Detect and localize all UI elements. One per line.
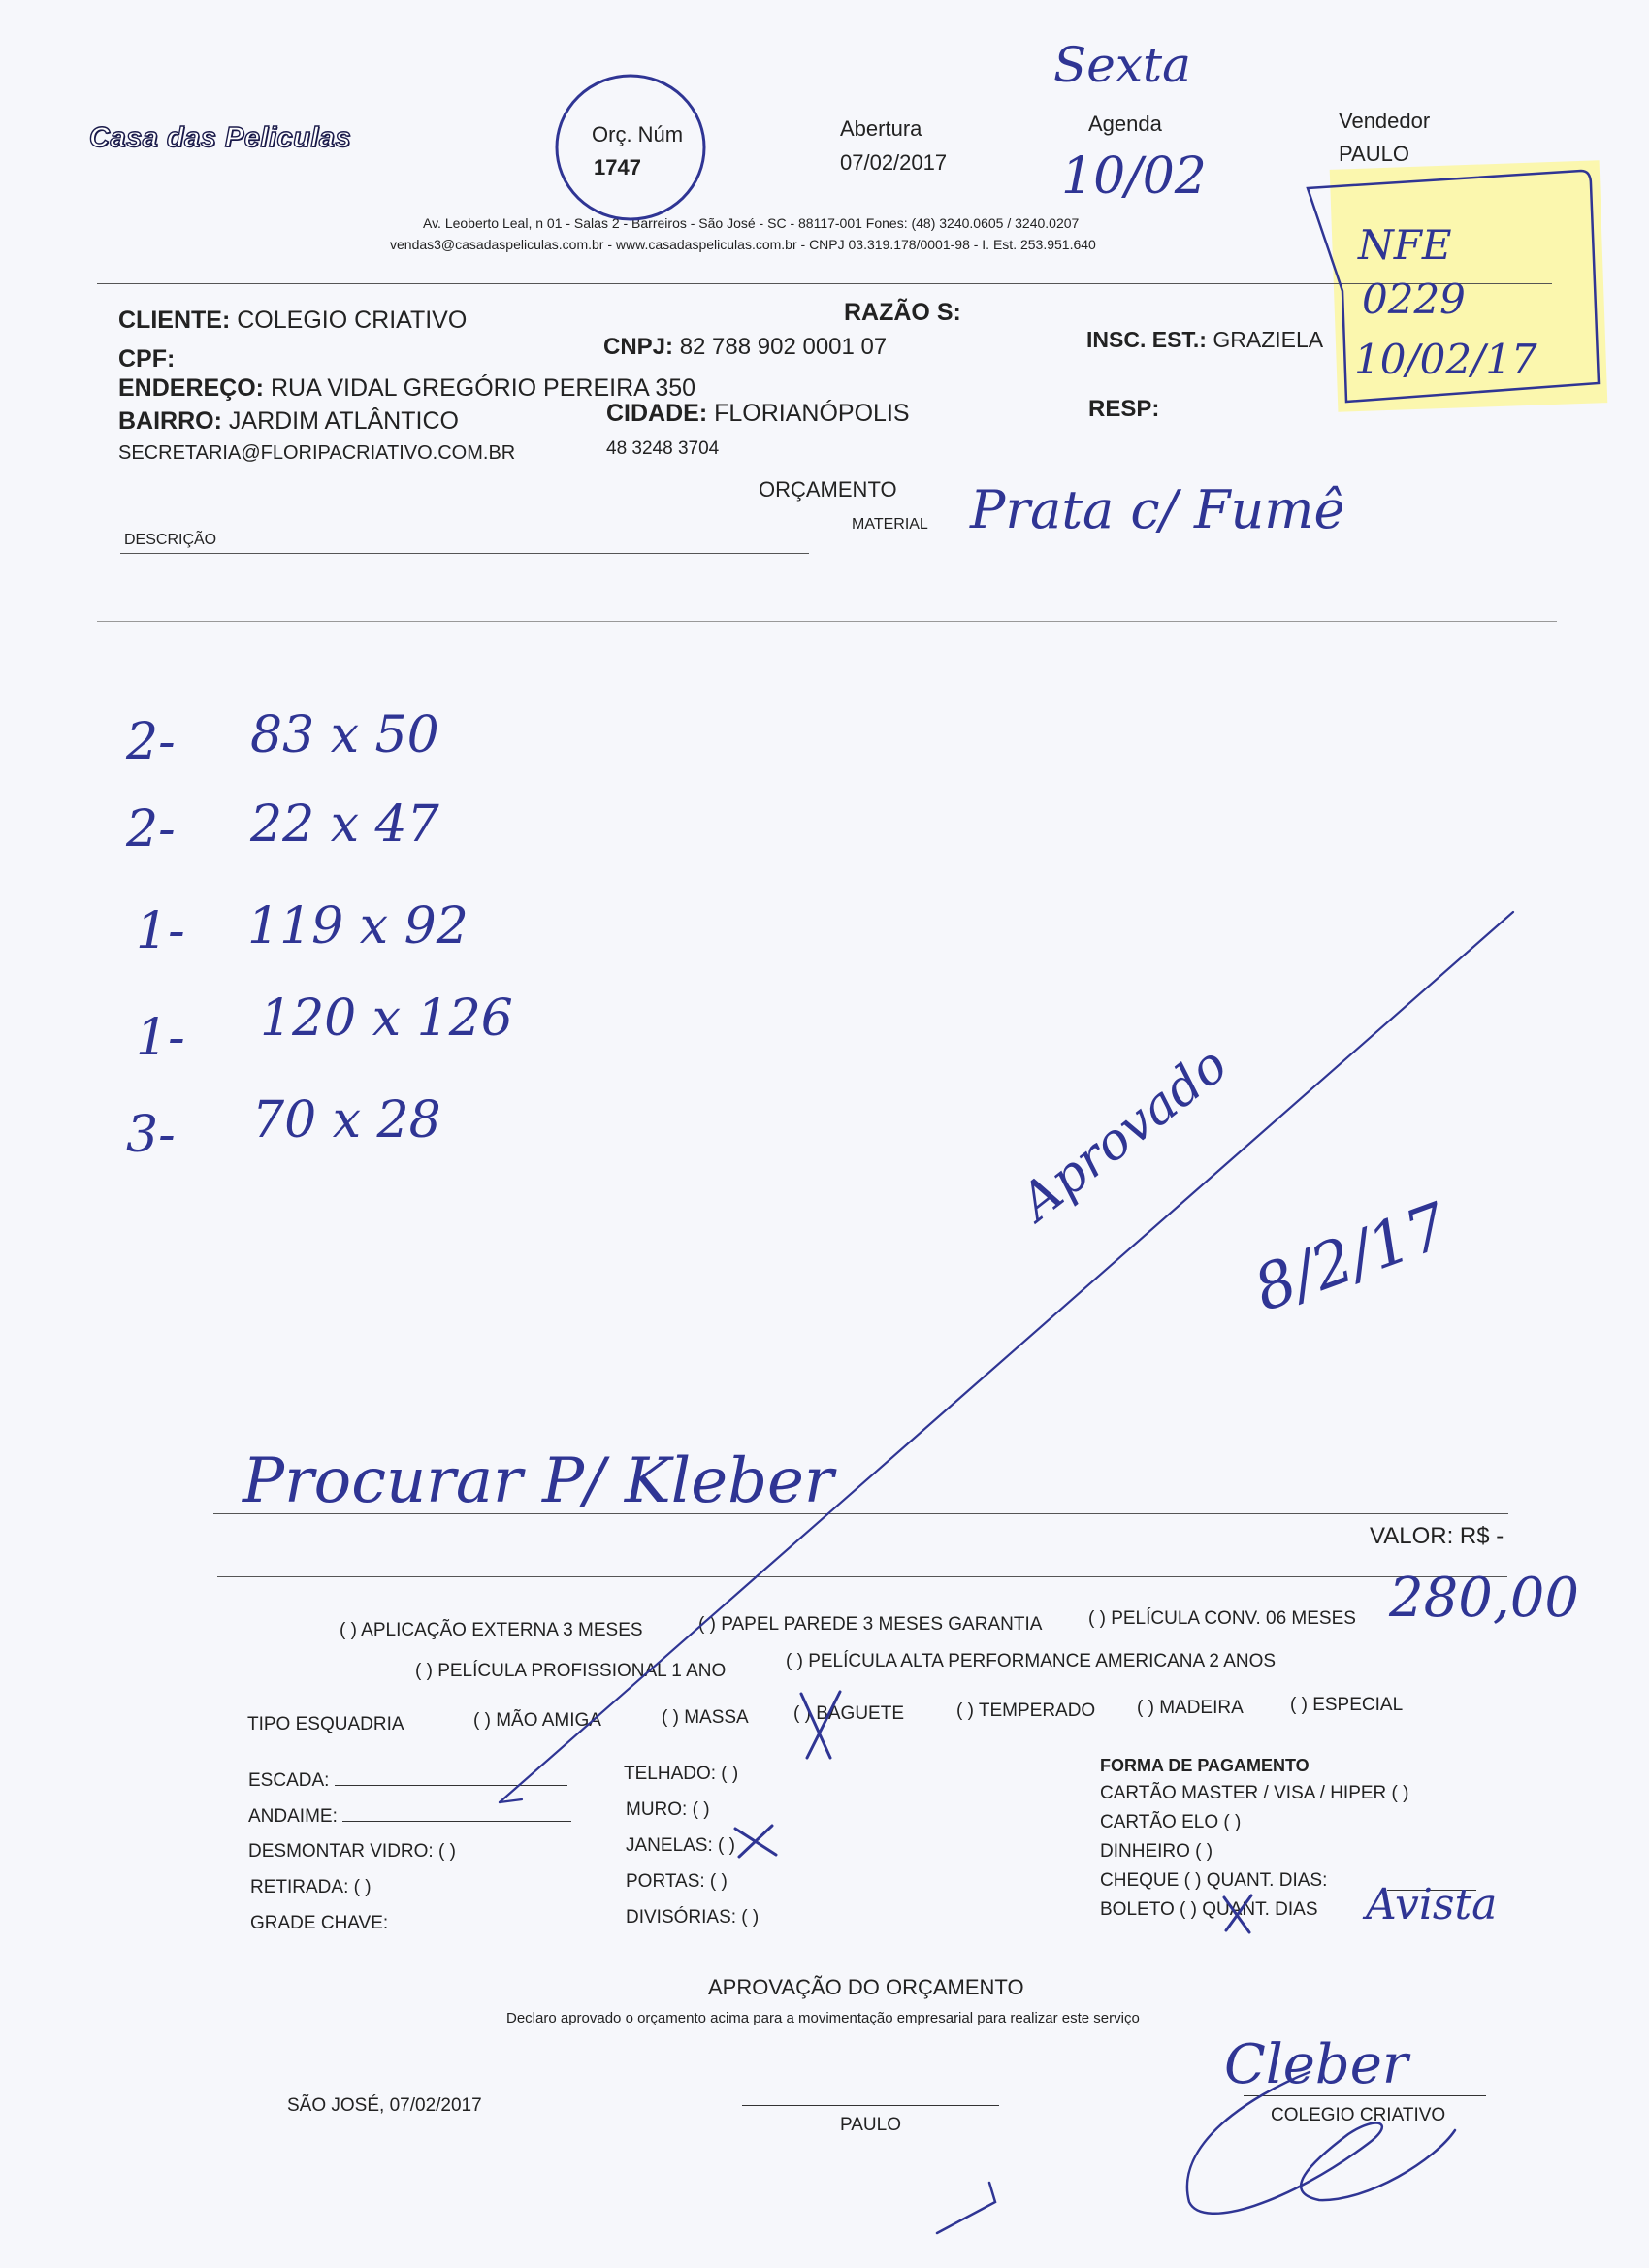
- orc-num-value: 1747: [594, 155, 641, 179]
- valor-label: VALOR: R$ -: [1370, 1523, 1504, 1549]
- insc-label: INSC. EST.:: [1086, 327, 1207, 352]
- bottom-mark: [937, 2183, 995, 2233]
- cidade-label: CIDADE:: [606, 400, 708, 427]
- option-pelicula-profissional[interactable]: ( ) PELÍCULA PROFISSIONAL 1 ANO: [415, 1661, 727, 1681]
- client-email: SECRETARIA@FLORIPACRIATIVO.COM.BR: [118, 442, 516, 464]
- cliente-value: COLEGIO CRIATIVO: [237, 307, 468, 334]
- material-hw: Prata c/ Fumê: [970, 479, 1345, 540]
- item-qty-3: 1-: [136, 902, 185, 960]
- cpf-label: CPF:: [118, 345, 176, 373]
- client-sign-name: COLEGIO CRIATIVO: [1271, 2105, 1446, 2125]
- insc-value: GRAZIELA: [1212, 327, 1324, 352]
- orc-circle: [557, 76, 704, 219]
- pagamento-elo[interactable]: CARTÃO ELO ( ): [1100, 1812, 1242, 1832]
- item-size-5: 70 x 28: [252, 1091, 441, 1150]
- sticky-box: [1308, 171, 1599, 402]
- abertura-value: 07/02/2017: [840, 150, 948, 175]
- sticky-line-1: NFE: [1358, 221, 1452, 269]
- option-mao-amiga[interactable]: ( ) MÃO AMIGA: [473, 1710, 601, 1731]
- option-papel-parede[interactable]: ( ) PAPEL PAREDE 3 MESES GARANTIA: [698, 1614, 1043, 1635]
- item-qty-5: 3-: [126, 1106, 176, 1164]
- option-especial[interactable]: ( ) ESPECIAL: [1290, 1695, 1404, 1715]
- option-aplicacao-externa[interactable]: ( ) APLICAÇÃO EXTERNA 3 MESES: [340, 1620, 643, 1640]
- endereco-label: ENDEREÇO:: [118, 374, 265, 402]
- address-line-1: Av. Leoberto Leal, n 01 - Salas 2 - Barreiros - São José - SC - 88117-001 Fones: (48) 3240.0605 / 3240.0207: [423, 215, 1080, 231]
- divisorias[interactable]: DIVISÓRIAS: ( ): [626, 1907, 760, 1928]
- approval-hw-line-2: 8/2/17: [1245, 1190, 1458, 1326]
- seller-sign-name: PAULO: [840, 2115, 902, 2135]
- place-date: SÃO JOSÉ, 07/02/2017: [287, 2095, 482, 2116]
- item-size-3: 119 x 92: [247, 897, 469, 956]
- approval-hw-line-1: Aprovado: [1010, 1035, 1239, 1232]
- tipo-esquadria-label: TIPO ESQUADRIA: [247, 1714, 404, 1734]
- pagamento-title: FORMA DE PAGAMENTO: [1100, 1756, 1310, 1775]
- item-size-4: 120 x 126: [260, 989, 513, 1048]
- note-hw: Procurar P/ Kleber: [242, 1445, 834, 1517]
- pagamento-cheque[interactable]: CHEQUE ( ) QUANT. DIAS:: [1100, 1870, 1328, 1891]
- aprovacao-title: APROVAÇÃO DO ORÇAMENTO: [708, 1975, 1024, 1999]
- diagonal-cancel-line: [500, 912, 1513, 1802]
- andaime-label: ANDAIME:: [248, 1806, 338, 1827]
- sticky-line-3: 10/02/17: [1354, 336, 1537, 383]
- janelas-x: [735, 1826, 776, 1857]
- baguete-x: [801, 1692, 840, 1758]
- janelas[interactable]: JANELAS: ( ): [626, 1835, 735, 1856]
- escada-label: ESCADA:: [248, 1770, 330, 1791]
- resp-label: RESP:: [1088, 396, 1160, 422]
- sticky-line-2: 0229: [1362, 275, 1466, 323]
- bairro-value: JARDIM ATLÂNTICO: [228, 407, 459, 435]
- retirada[interactable]: RETIRADA: ( ): [250, 1877, 372, 1897]
- aprovacao-declaration: Declaro aprovado o orçamento acima para a movimentação empresarial para realizar este serviço: [506, 2010, 1140, 2026]
- bairro-label: BAIRRO:: [118, 407, 222, 435]
- orcamento-title: ORÇAMENTO: [759, 477, 897, 502]
- agenda-hw-date: 10/02: [1061, 147, 1207, 206]
- orc-num-label: Orç. Núm: [592, 122, 684, 146]
- client-phone: 48 3248 3704: [606, 438, 720, 459]
- pagamento-master[interactable]: CARTÃO MASTER / VISA / HIPER ( ): [1100, 1783, 1409, 1803]
- logo-text: Casa das Peliculas: [89, 122, 352, 153]
- portas[interactable]: PORTAS: ( ): [626, 1871, 728, 1892]
- muro[interactable]: MURO: ( ): [626, 1799, 710, 1820]
- signature-flourish: [1187, 2072, 1455, 2214]
- valor-hw: 280,00: [1389, 1567, 1579, 1630]
- option-massa[interactable]: ( ) MASSA: [662, 1707, 749, 1728]
- item-qty-1: 2-: [126, 713, 176, 771]
- boleto-hw: Avista: [1366, 1880, 1498, 1929]
- item-size-2: 22 x 47: [250, 795, 439, 854]
- cnpj-value: 82 788 902 0001 07: [679, 334, 888, 360]
- pagamento-boleto[interactable]: BOLETO ( ) QUANT. DIAS: [1100, 1899, 1318, 1920]
- razao-label: RAZÃO S:: [844, 299, 961, 326]
- desmontar-vidro[interactable]: DESMONTAR VIDRO: ( ): [248, 1841, 456, 1862]
- cnpj-label: CNPJ:: [603, 334, 674, 360]
- grade-chave-label: GRADE CHAVE:: [250, 1913, 389, 1933]
- boleto-x: [1224, 1895, 1251, 1932]
- cidade-value: FLORIANÓPOLIS: [714, 400, 910, 427]
- descricao-label: DESCRIÇÃO: [124, 532, 217, 548]
- client-signature-hw: Cleber: [1224, 2033, 1408, 2096]
- option-pelicula-conv[interactable]: ( ) PELÍCULA CONV. 06 MESES: [1088, 1608, 1356, 1629]
- item-qty-4: 1-: [136, 1009, 185, 1067]
- cliente-label: CLIENTE:: [118, 307, 231, 334]
- item-qty-2: 2-: [126, 800, 176, 859]
- option-baguete[interactable]: ( ) BAGUETE: [793, 1703, 905, 1724]
- vendedor-label: Vendedor: [1339, 109, 1431, 133]
- vendedor-value: PAULO: [1339, 142, 1409, 166]
- endereco-value: RUA VIDAL GREGÓRIO PEREIRA 350: [270, 374, 696, 402]
- abertura-label: Abertura: [840, 116, 922, 141]
- option-temperado[interactable]: ( ) TEMPERADO: [956, 1701, 1096, 1721]
- item-size-1: 83 x 50: [250, 706, 439, 764]
- telhado[interactable]: TELHADO: ( ): [624, 1764, 739, 1784]
- address-line-2: vendas3@casadaspeliculas.com.br - www.casadaspeliculas.com.br - CNPJ 03.319.178/0001-98 - I. Est. 253.951.640: [390, 237, 1096, 252]
- material-label: MATERIAL: [852, 516, 928, 533]
- option-madeira[interactable]: ( ) MADEIRA: [1137, 1698, 1244, 1718]
- pagamento-dinheiro[interactable]: DINHEIRO ( ): [1100, 1841, 1213, 1862]
- agenda-hw-day: Sexta: [1053, 37, 1191, 93]
- option-pelicula-alta-performance[interactable]: ( ) PELÍCULA ALTA PERFORMANCE AMERICANA 2 ANOS: [786, 1651, 1277, 1671]
- agenda-label: Agenda: [1088, 112, 1162, 136]
